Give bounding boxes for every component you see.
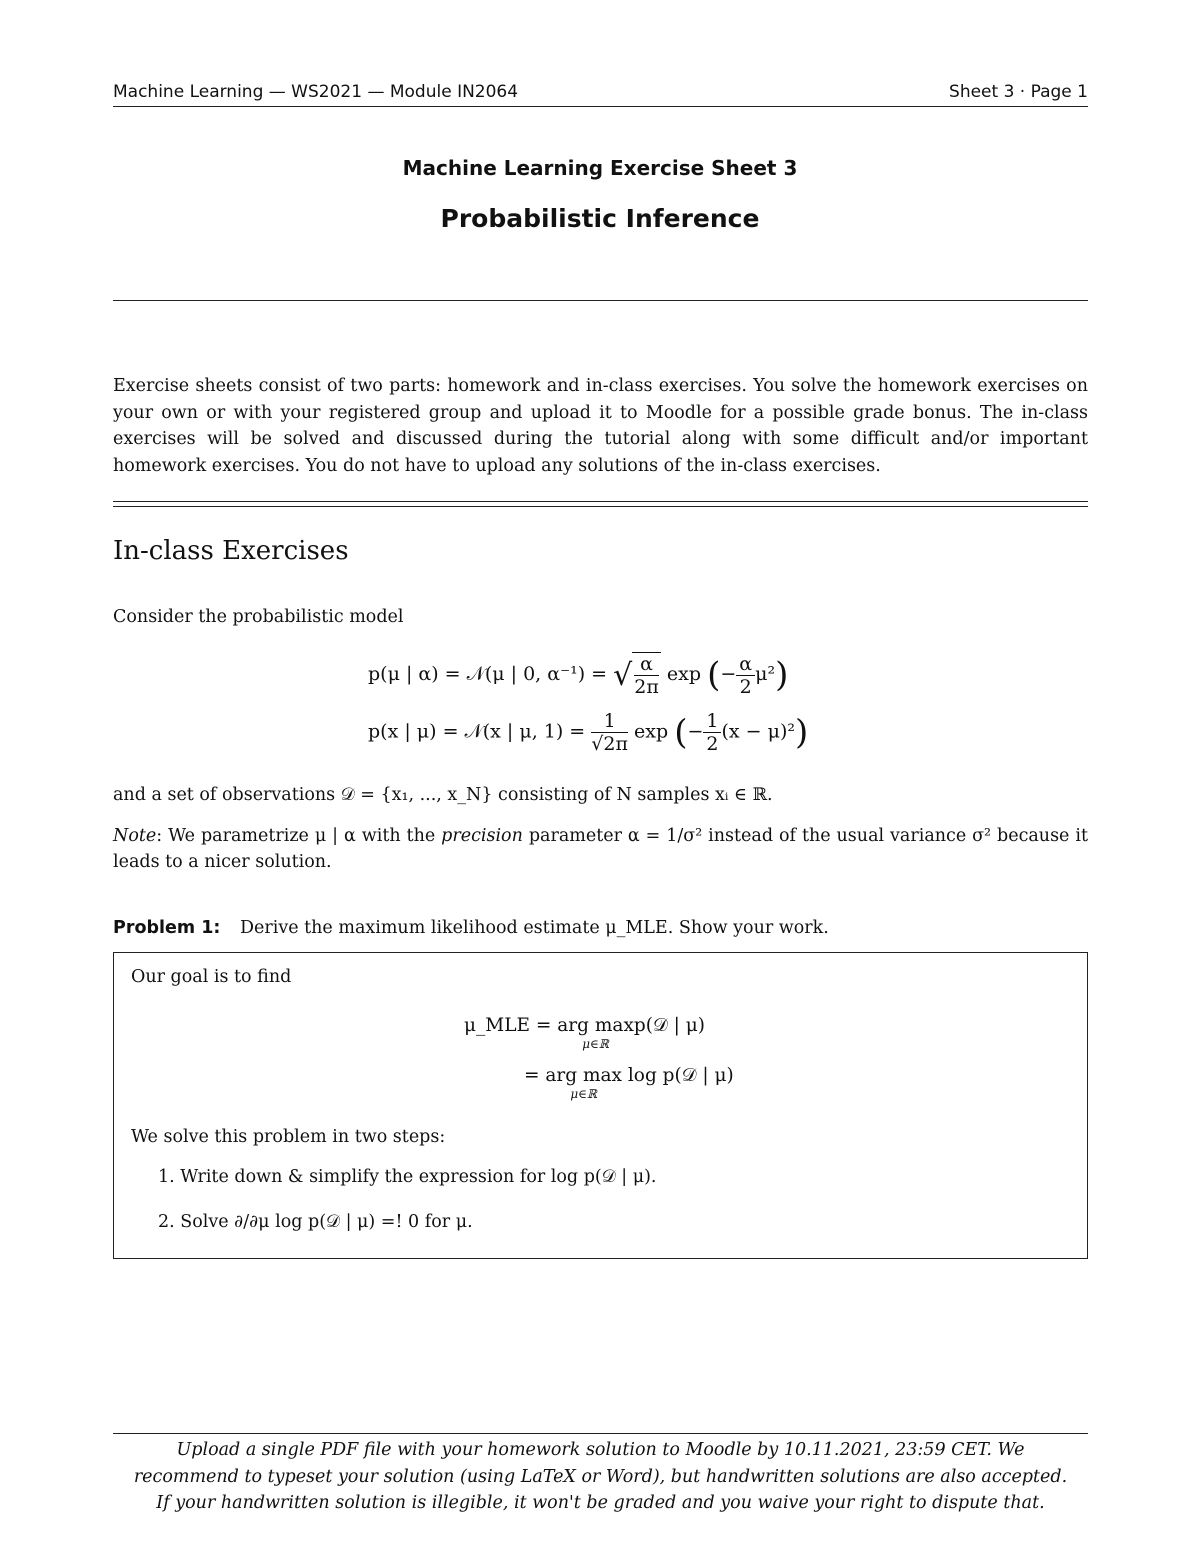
argmax-2 (545, 1065, 622, 1101)
problem-1-label: Problem 1: (113, 918, 221, 938)
argmax-1 (557, 1015, 634, 1051)
observations-text: and a set of observations 𝒟 = {x₁, ..., x_N} consisting of N samples xᵢ ∈ ℝ. (113, 785, 773, 805)
page-header (113, 80, 1088, 107)
mle-line-1-rhs: p(𝒟 | μ) (633, 1015, 705, 1036)
model-intro: Consider the probabilistic model (113, 607, 404, 627)
eq1-frac-den: 2π (634, 676, 659, 698)
sheet-title: Machine Learning Exercise Sheet 3 (402, 156, 798, 180)
divider (113, 300, 1088, 301)
intro-paragraph: Exercise sheets consist of two parts: homework and in-class exercises. You solve the homework exercises on your own or with your registered group and upload it to Moodle for a possible grade bonus. The in-class exercises will be solved and discussed during the tutorial along with some difficult and/or important homework exercises. You do not have to upload any solutions of the in-class exercises. (113, 376, 1088, 476)
footer-line-3: If your handwritten solution is illegible, it won't be graded and you waive your right to dispute that. (156, 1493, 1045, 1513)
argmax-1-label: arg max (557, 1015, 634, 1036)
eq1-frac-num: α (634, 653, 659, 676)
eq1-lhs: p(μ | α) = 𝒩(μ | 0, α⁻¹) = (368, 663, 608, 685)
eq2-frac-den: √2π (591, 733, 628, 755)
mle-line-2 (524, 1065, 734, 1101)
solution-box (113, 952, 1088, 1259)
eq2-inner-num: 1 (703, 710, 721, 733)
eq2-fraction (591, 710, 628, 755)
eq1-close-paren: ) (775, 655, 789, 695)
problem-1-text: Derive the maximum likelihood estimate μ_MLE. Show your work. (239, 918, 829, 938)
eq1-inner-num: α (736, 653, 755, 676)
mle-line-1-lhs: μ_MLE = (464, 1015, 558, 1036)
argmax-2-sub: μ∈ℝ (570, 1087, 598, 1101)
steps-intro: We solve this problem in two steps: (131, 1127, 446, 1147)
argmax-1-sub: μ∈ℝ (582, 1037, 609, 1051)
eq1-exp: exp (666, 663, 702, 685)
eq2-exp: exp (634, 720, 669, 743)
mle-line-2-lhs: = (524, 1065, 546, 1086)
mle-line-1 (464, 1015, 705, 1051)
section-title: In-class Exercises (113, 536, 349, 566)
eq2-frac-num: 1 (591, 710, 628, 733)
eq1-inner-den: 2 (739, 675, 752, 698)
note-paragraph (113, 823, 1088, 875)
argmax-2-label: arg max (545, 1065, 622, 1086)
likelihood-equation: p(x | μ) = 𝒩(x | μ, 1) = $\frac{1}{√2\pi}$ exp (− $\frac{1}{2}$ (x − μ)²) (368, 710, 809, 755)
footer-line-1: Upload a single PDF file with your homework solution to Moodle by 10.11.2021, 23:59 CET. We (176, 1440, 1025, 1460)
eq2-tail: (x − μ)² (721, 720, 795, 743)
sqrt-symbol: √ $\frac{\alpha}{2\pi}$ (613, 653, 659, 698)
prior-equation: p(μ | α) = 𝒩(μ | 0, α⁻¹) = √ $\frac{\alpha}{2\pi}$ exp (− $\frac{\alpha}{2}$ μ²) (368, 652, 789, 698)
note-emphasis: precision (441, 826, 523, 846)
eq2-inner-fraction (703, 710, 721, 755)
eq2-lhs: p(x | μ) = 𝒩(x | μ, 1) = (368, 720, 586, 743)
header-course: Machine Learning — WS2021 — Module IN2064 (113, 82, 519, 102)
double-divider-bottom (113, 506, 1088, 507)
footer-note (113, 1437, 1088, 1517)
step-1: 1. Write down & simplify the expression for log p(𝒟 | μ). (158, 1167, 657, 1187)
note-label: Note (113, 826, 157, 846)
step-2: 2. Solve ∂/∂μ log p(𝒟 | μ) =! 0 for μ. (158, 1212, 473, 1232)
eq1-inner-fraction (736, 653, 755, 698)
eq2-open-paren: ( (674, 712, 688, 753)
mle-line-2-rhs: log p(𝒟 | μ) (627, 1065, 734, 1086)
eq1-open-paren: ( (707, 655, 721, 695)
solution-goal: Our goal is to find (131, 967, 292, 987)
eq1-fraction (634, 653, 659, 698)
eq2-close-paren: ) (794, 712, 809, 753)
note-text-end: parameter α = 1/σ² instead of the usual variance σ² because it leads to a nicer solution. (113, 826, 1088, 872)
eq1-tail: μ² (755, 663, 776, 685)
header-page-number: Sheet 3 · Page 1 (949, 82, 1088, 102)
topic-title: Probabilistic Inference (440, 204, 760, 233)
footer-divider (113, 1433, 1088, 1434)
double-divider-top (113, 501, 1088, 502)
footer-line-2: recommend to typeset your solution (using LaTeX or Word), but handwritten solutions are also accepted. (133, 1466, 1068, 1487)
note-text: : We parametrize μ | α with the (156, 826, 442, 846)
eq2-inner-den: 2 (706, 733, 719, 755)
problem-1 (113, 918, 829, 938)
